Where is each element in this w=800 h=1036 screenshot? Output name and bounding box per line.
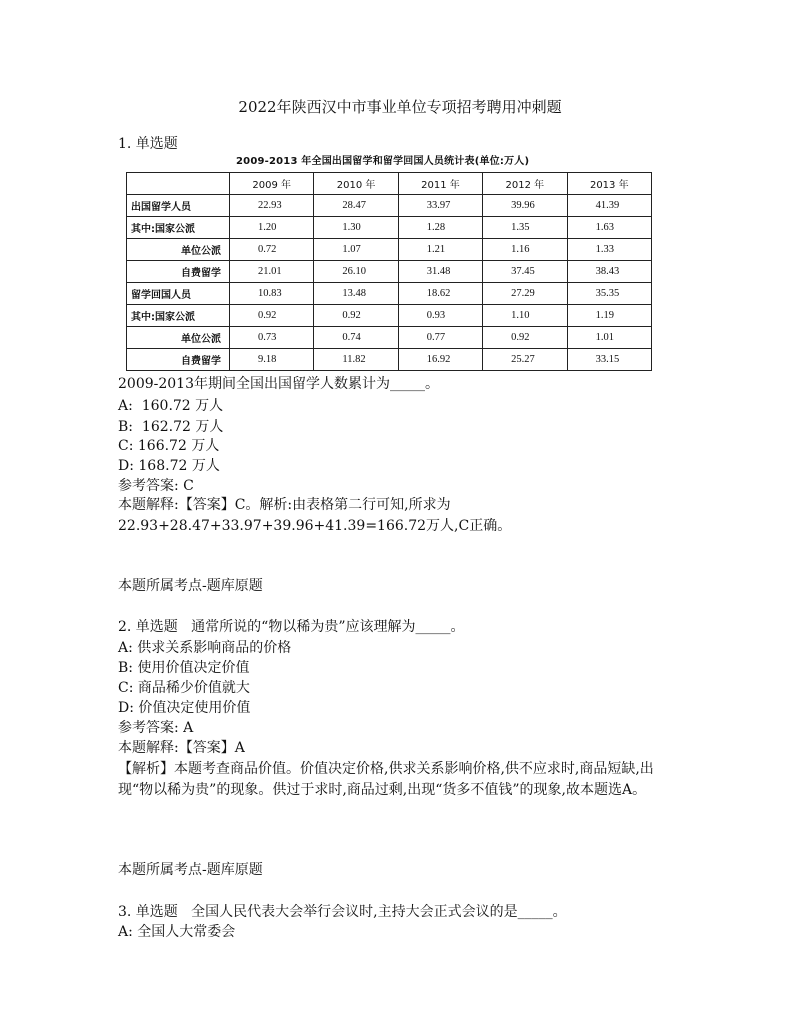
table-cell: 1.20	[230, 217, 314, 239]
table-cell: 0.92	[314, 305, 398, 327]
q3-option-a: A: 全国人大常委会	[118, 924, 236, 940]
table-cell: 1.01	[567, 327, 651, 349]
q2-option-d: D: 价值决定使用价值	[118, 700, 251, 716]
row-label: 单位公派	[127, 327, 230, 349]
q3-heading: 3. 单选题 全国人民代表大会举行会议时,主持大会正式会议的是_____。	[118, 904, 567, 920]
row-label: 其中:国家公派	[127, 217, 230, 239]
q1-option-b: B: 162.72 万人	[118, 419, 224, 435]
table-cell: 1.63	[567, 217, 651, 239]
table-row	[127, 305, 652, 327]
table-cell: 1.28	[398, 217, 482, 239]
table-cell: 1.10	[483, 305, 567, 327]
table-header-cell: 2009 年	[230, 173, 314, 195]
table-cell: 0.72	[230, 239, 314, 261]
table-header-cell: 2012 年	[483, 173, 567, 195]
table-cell: 11.82	[314, 349, 398, 371]
table-cell: 41.39	[567, 195, 651, 217]
table-header-row	[127, 173, 652, 195]
table-caption: 2009-2013 年全国出国留学和留学回国人员统计表(单位:万人)	[236, 156, 530, 167]
table-cell: 0.92	[230, 305, 314, 327]
table-row	[127, 261, 652, 283]
row-label: 出国留学人员	[127, 195, 230, 217]
row-label: 自费留学	[127, 349, 230, 371]
q1-option-a: A: 160.72 万人	[118, 398, 224, 414]
table-row	[127, 217, 652, 239]
table-cell: 0.93	[398, 305, 482, 327]
q2-option-b: B: 使用价值决定价值	[118, 660, 250, 676]
table-cell: 16.92	[398, 349, 482, 371]
table-cell: 27.29	[483, 283, 567, 305]
q2-explanation-head: 本题解释:【答案】A	[118, 740, 245, 756]
document-title: 2022年陕西汉中市事业单位专项招考聘用冲刺题	[238, 98, 562, 116]
q2-option-c: C: 商品稀少价值就大	[118, 680, 250, 696]
q2-knowledge-point: 本题所属考点-题库原题	[118, 862, 263, 878]
table-cell: 0.74	[314, 327, 398, 349]
q1-option-d: D: 168.72 万人	[118, 458, 220, 474]
table-cell: 13.48	[314, 283, 398, 305]
table-row	[127, 195, 652, 217]
table-cell: 26.10	[314, 261, 398, 283]
table-cell: 1.07	[314, 239, 398, 261]
table-cell: 9.18	[230, 349, 314, 371]
table-cell: 38.43	[567, 261, 651, 283]
table-cell: 37.45	[483, 261, 567, 283]
table-cell: 1.35	[483, 217, 567, 239]
q1-answer: 参考答案: C	[118, 478, 194, 494]
table-row	[127, 239, 652, 261]
q1-explanation: 本题解释:【答案】C。解析:由表格第二行可知,所求为22.93+28.47+33.97+39.96+41.39=166.72万人,C正确。	[118, 497, 512, 534]
table-cell: 33.97	[398, 195, 482, 217]
statistics-table	[126, 172, 652, 371]
row-label: 单位公派	[127, 239, 230, 261]
table-cell: 21.01	[230, 261, 314, 283]
table-cell: 0.77	[398, 327, 482, 349]
table-cell: 1.30	[314, 217, 398, 239]
q2-answer: 参考答案: A	[118, 720, 194, 736]
table-cell: 1.19	[567, 305, 651, 327]
table-cell: 28.47	[314, 195, 398, 217]
table-cell: 1.33	[567, 239, 651, 261]
table-cell: 0.92	[483, 327, 567, 349]
table-cell: 18.62	[398, 283, 482, 305]
table-cell: 22.93	[230, 195, 314, 217]
q2-option-a: A: 供求关系影响商品的价格	[118, 640, 292, 656]
row-label: 自费留学	[127, 261, 230, 283]
table-row	[127, 349, 652, 371]
table-cell: 10.83	[230, 283, 314, 305]
q1-knowledge-point: 本题所属考点-题库原题	[118, 578, 263, 594]
q1-stem: 2009-2013年期间全国出国留学人数累计为_____。	[118, 376, 439, 392]
table-header-cell: 2010 年	[314, 173, 398, 195]
table-header-cell	[127, 173, 230, 195]
q2-explanation-body: 【解析】本题考查商品价值。价值决定价格,供求关系影响价格,供不应求时,商品短缺,出现“物以稀为贵”的现象。供过于求时,商品过剩,出现“货多不值钱”的现象,故本题选A。	[118, 761, 654, 798]
table-cell: 1.16	[483, 239, 567, 261]
table-cell: 1.21	[398, 239, 482, 261]
table-cell: 31.48	[398, 261, 482, 283]
table-row	[127, 327, 652, 349]
q1-heading: 1. 单选题	[118, 136, 178, 152]
table-header-cell: 2011 年	[398, 173, 482, 195]
table-row	[127, 283, 652, 305]
table-cell: 35.35	[567, 283, 651, 305]
table-cell: 25.27	[483, 349, 567, 371]
table-header-cell: 2013 年	[567, 173, 651, 195]
q2-heading: 2. 单选题 通常所说的“物以稀为贵”应该理解为_____。	[118, 619, 465, 635]
row-label: 留学回国人员	[127, 283, 230, 305]
table-cell: 0.73	[230, 327, 314, 349]
row-label: 其中:国家公派	[127, 305, 230, 327]
q1-option-c: C: 166.72 万人	[118, 438, 220, 454]
table-cell: 39.96	[483, 195, 567, 217]
table-cell: 33.15	[567, 349, 651, 371]
